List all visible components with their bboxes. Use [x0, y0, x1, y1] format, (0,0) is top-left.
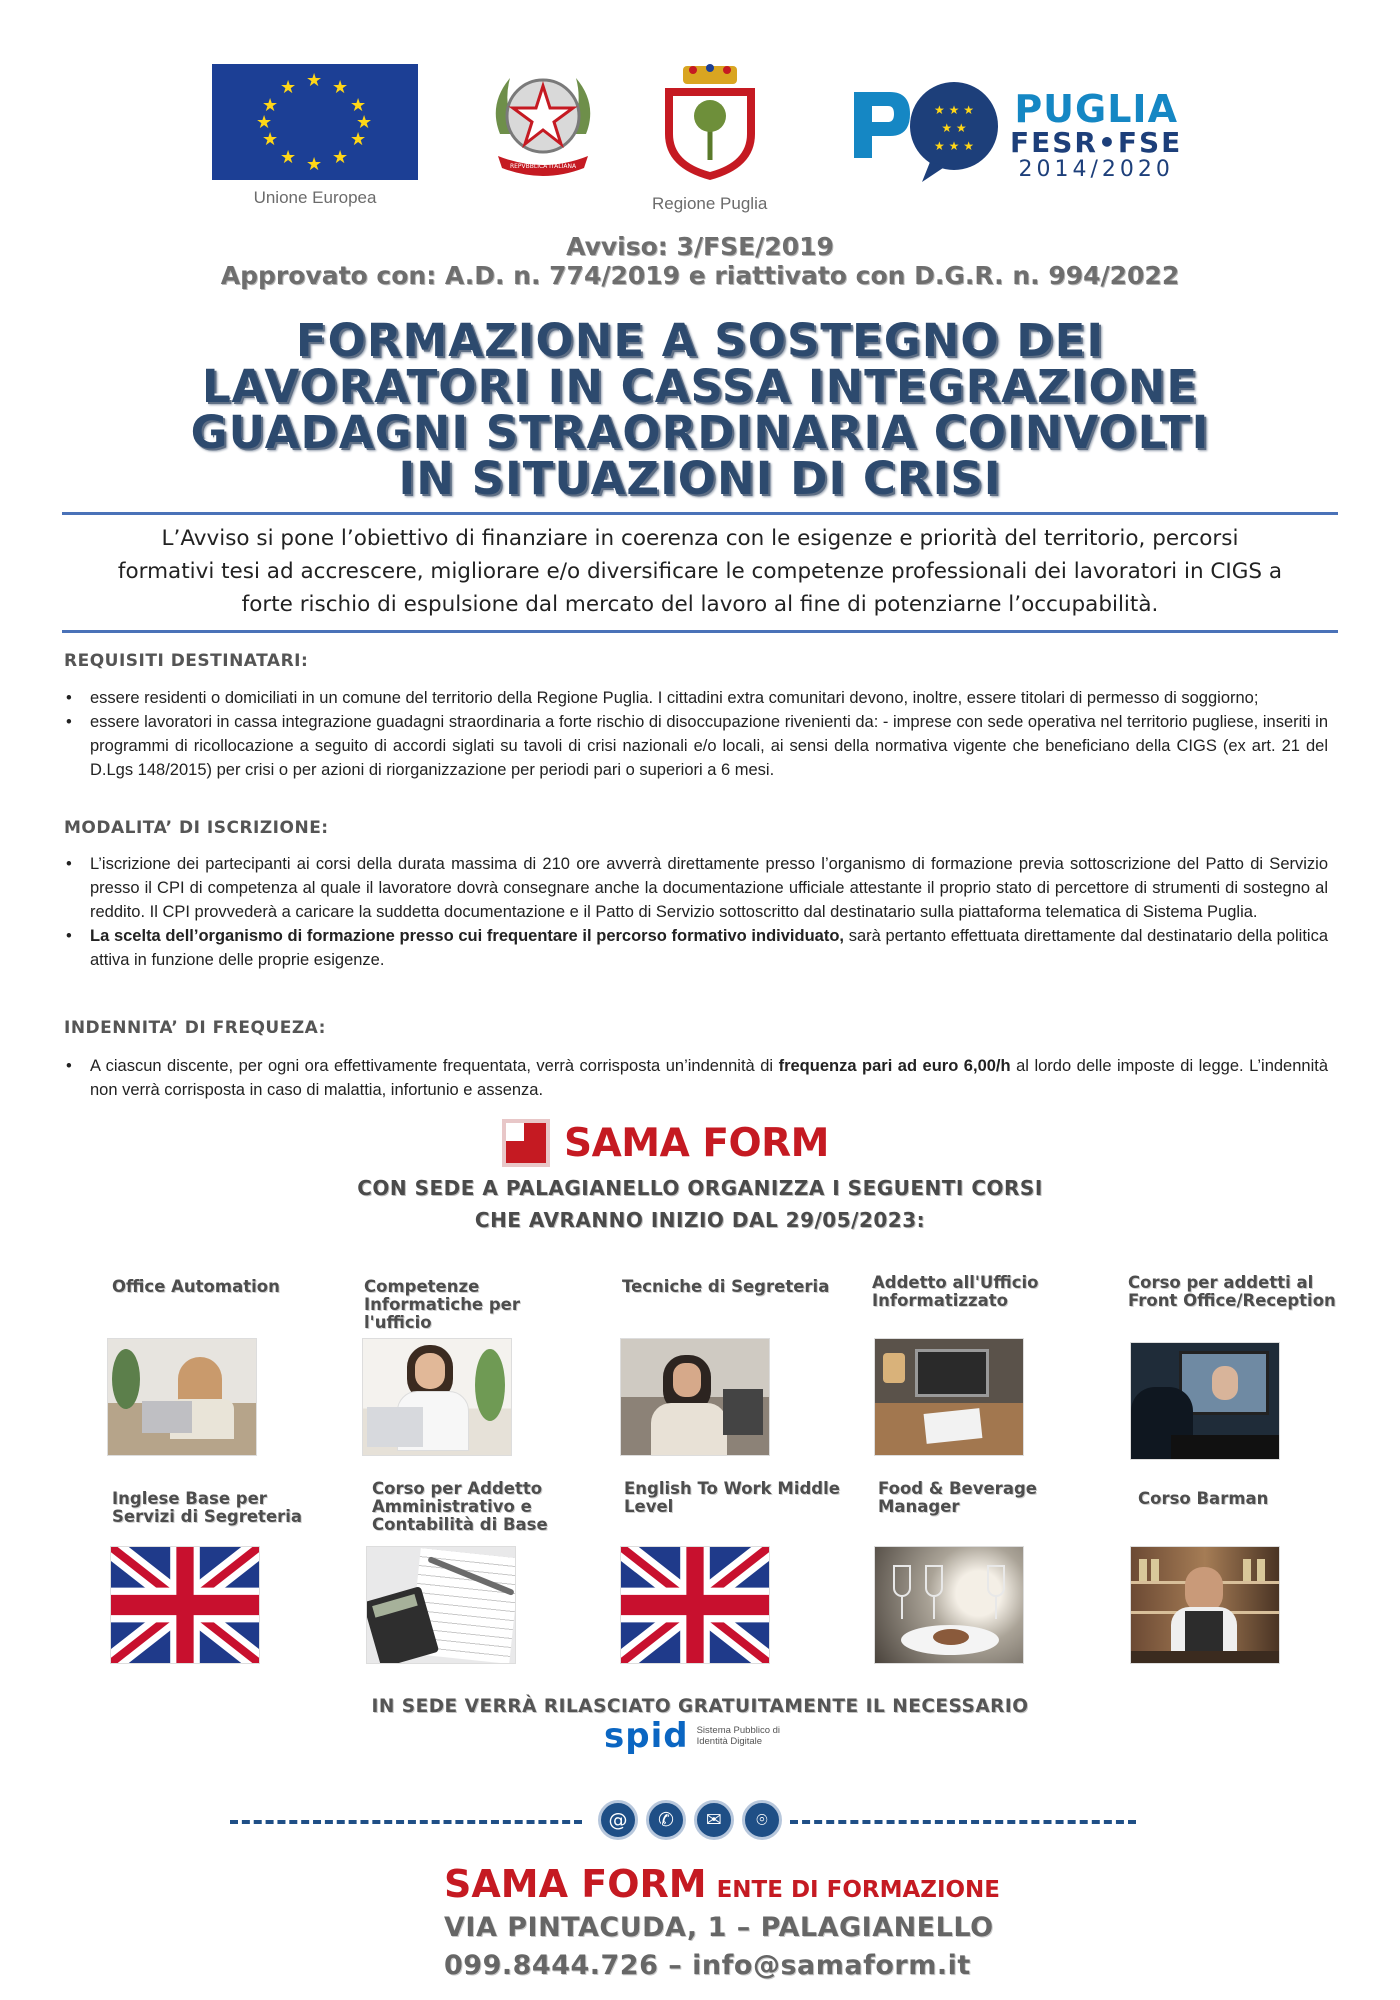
- main-title: [100, 314, 1300, 505]
- italian-emblem: [480, 64, 606, 186]
- course-title: Office Automation: [112, 1277, 280, 1296]
- course-image-amministrativo-contabilita: [366, 1546, 516, 1664]
- union-jack-icon: [621, 1547, 769, 1663]
- svg-text:★ ★ ★: ★ ★ ★: [934, 139, 974, 153]
- list-item: [64, 1054, 1328, 1102]
- course-card: [364, 1278, 584, 1332]
- course-title: Competenze Informatiche per l'ufficio: [364, 1277, 521, 1332]
- modalita-title: MODALITA’ DI ISCRIZIONE:: [64, 818, 329, 838]
- course-title: Addetto all'Ufficio Informatizzato: [872, 1273, 1039, 1310]
- phone-icon[interactable]: ✆: [646, 1800, 686, 1840]
- bold-text: frequenza pari ad euro 6,00/h: [778, 1057, 1011, 1075]
- list-text: sarà pertanto effettuata direttamente dal destinatario della politica attiva in funzione delle proprie esigenze.: [90, 927, 1328, 969]
- sama-name: SAMA FORM: [564, 1120, 829, 1166]
- course-title: Inglese Base per Servizi di Segreteria: [112, 1489, 303, 1526]
- list-item: [64, 924, 1328, 972]
- spid-mark: spid: [604, 1716, 689, 1756]
- regione-caption: Regione Puglia: [652, 194, 768, 213]
- requisiti-list: [64, 686, 1328, 782]
- course-card: [624, 1480, 844, 1534]
- title-line: FORMAZIONE A SOSTEGNO DEI: [295, 314, 1105, 367]
- title-line: IN SITUAZIONI DI CRISI: [398, 452, 1002, 505]
- mail-icon[interactable]: ✉: [694, 1800, 734, 1840]
- svg-text:★ ★: ★ ★: [941, 121, 967, 135]
- dashed-rule: [790, 1820, 1136, 1824]
- union-jack-icon: [111, 1547, 259, 1663]
- puglia-fesr-fse-logo: [850, 64, 1200, 184]
- eu-logo: [212, 64, 418, 208]
- title-line: LAVORATORI IN CASSA INTEGRAZIONE: [201, 360, 1199, 413]
- course-card: [878, 1480, 1098, 1534]
- list-text: al lordo delle imposte di legge. L’indennità non verrà corrisposta in caso di malattia, infortunio e assenza.: [90, 1057, 1329, 1099]
- modalita-list: [64, 852, 1328, 972]
- svg-text:★ ★ ★: ★ ★ ★: [934, 103, 974, 117]
- course-title: Food & Beverage Manager: [878, 1479, 1037, 1516]
- puglia-line1: PUGLIA: [1014, 87, 1178, 131]
- course-title: Tecniche di Segreteria: [622, 1277, 830, 1296]
- divider: [62, 512, 1338, 515]
- indennita-title: INDENNITA’ DI FREQUEZA:: [64, 1018, 326, 1038]
- emblem-motto: REPVBBLICA ITALIANA: [509, 163, 577, 170]
- intro-paragraph: L’Avviso si pone l’obiettivo di finanziare in coerenza con le esigenze e priorità del territorio, percorsi formativi tesi ad accrescere, migliorare e/o diversificare le competenze professionali dei lavoratori in CIGS a forte rischio di espulsione dal mercato del lavoro al fine di potenziarne l’occupabilità.: [117, 526, 1283, 617]
- regione-puglia-logo: [652, 64, 767, 214]
- course-card: [622, 1278, 842, 1332]
- course-title: Corso per addetti al Front Office/Reception: [1128, 1273, 1336, 1310]
- at-icon[interactable]: @: [598, 1800, 638, 1840]
- footer-contacts: 099.8444.726 – info@samaform.it: [444, 1950, 971, 1981]
- course-image-competenze-informatiche: [362, 1338, 512, 1456]
- course-image-ufficio-informatizzato: [874, 1338, 1024, 1456]
- spid-logo: [604, 1716, 787, 1756]
- free-spid-note: IN SEDE VERRÀ RILASCIATO GRATUITAMENTE IL NECESSARIO: [371, 1696, 1029, 1717]
- course-title: Corso Barman: [1138, 1489, 1269, 1508]
- footer-name: SAMA FORM: [444, 1862, 707, 1906]
- course-card: [1138, 1490, 1358, 1544]
- course-image-barman: [1130, 1546, 1280, 1664]
- requisiti-title: REQUISITI DESTINATARI:: [64, 651, 309, 671]
- title-line: GUADAGNI STRAORDINARIA COINVOLTI: [190, 406, 1210, 459]
- course-image-food-beverage: [874, 1546, 1024, 1664]
- footer-address: VIA PINTACUDA, 1 – PALAGIANELLO: [444, 1912, 994, 1943]
- sama-form-logo: [502, 1118, 829, 1168]
- contact-icons: [598, 1800, 782, 1840]
- avviso-header: [0, 232, 1400, 290]
- course-image-tecniche-segreteria: [620, 1338, 770, 1456]
- list-item: • L’iscrizione dei partecipanti ai corsi della durata massima di 210 ore avverrà direttamente presso l’organismo di formazione previa sottoscrizione del Patto di Servizio presso il CPI di competenza al quale il lavoratore dovrà consegnare anche la documentazione ufficiale attestante il proprio stato di percettore di strumenti di sostegno al reddito. Il CPI provvederà a caricare la suddetta documentazione e il Patto di Servizio sottoscritto dal destinatario sulla piattaforma telematica di Sistema Puglia.: [64, 852, 1328, 924]
- course-image-office-automation: [107, 1338, 257, 1456]
- sama-subheading: CON SEDE A PALAGIANELLO ORGANIZZA I SEGUENTI CORSI: [357, 1176, 1043, 1200]
- course-image-english-to-work: [620, 1546, 770, 1664]
- footer-brand: [444, 1862, 1000, 1906]
- course-card: [372, 1480, 592, 1534]
- course-card: [112, 1278, 332, 1332]
- course-title: English To Work Middle Level: [624, 1479, 840, 1516]
- dashed-rule: [230, 1820, 582, 1824]
- spid-description: Sistema Pubblico di Identità Digitale: [696, 1725, 781, 1747]
- divider: [62, 630, 1338, 633]
- eu-flag-icon: ★ ★ ★ ★ ★ ★ ★ ★ ★ ★ ★ ★: [212, 64, 418, 180]
- eu-caption: Unione Europea: [253, 188, 377, 207]
- course-image-front-office: [1130, 1342, 1280, 1460]
- course-image-inglese-base: [110, 1546, 260, 1664]
- logo-row: [200, 64, 1200, 224]
- footer-ente: ENTE DI FORMAZIONE: [716, 1877, 1001, 1903]
- course-card: [112, 1490, 332, 1544]
- course-card: [872, 1274, 1092, 1328]
- sama-logo-icon: [502, 1119, 550, 1167]
- list-item: • essere lavoratori in cassa integrazione guadagni straordinaria a forte rischio di disoccupazione rivenienti da: - imprese con sede operativa nel territorio pugliese, inseriti in programmi di ricollocazione a seguito di accordi siglati su tavoli di crisi nazionali e/o locali, ai sensi della normativa vigente che beneficiano della CIGS (ex art. 21 del D.Lgs 148/2015) per crisi o per azioni di riorganizzazione per periodi pari o superiori a 6 mesi.: [64, 710, 1328, 782]
- puglia-line3: 2014/2020: [1018, 157, 1174, 182]
- avviso-number: Avviso: 3/FSE/2019: [566, 232, 834, 261]
- location-icon[interactable]: ⌾: [742, 1800, 782, 1840]
- bold-text: La scelta dell’organismo di formazione presso cui frequentare il percorso formativo individuato,: [90, 927, 844, 945]
- approvato-line: Approvato con: A.D. n. 774/2019 e riattivato con D.G.R. n. 994/2022: [220, 261, 1180, 290]
- indennita-list: [64, 1054, 1328, 1102]
- italian-emblem-icon: [480, 64, 606, 182]
- puglia-crest-icon: [655, 64, 765, 182]
- puglia-p-icon: [850, 74, 1010, 184]
- list-item: • essere residenti o domiciliati in un comune del territorio della Regione Puglia. I cittadini extra comunitari devono, inoltre, essere titolari di permesso di soggiorno;: [64, 686, 1328, 710]
- puglia-line2: FESR•FSE: [1010, 126, 1183, 159]
- course-card: [1128, 1274, 1348, 1328]
- puglia-fesr-fse-text: [1010, 87, 1183, 182]
- sama-subheading: CHE AVRANNO INIZIO DAL 29/05/2023:: [474, 1208, 926, 1232]
- course-title: Corso per Addetto Amministrativo e Contabilità di Base: [372, 1479, 548, 1534]
- list-text: A ciascun discente, per ogni ora effettivamente frequentata, verrà corrisposta un’indennità di: [90, 1057, 779, 1075]
